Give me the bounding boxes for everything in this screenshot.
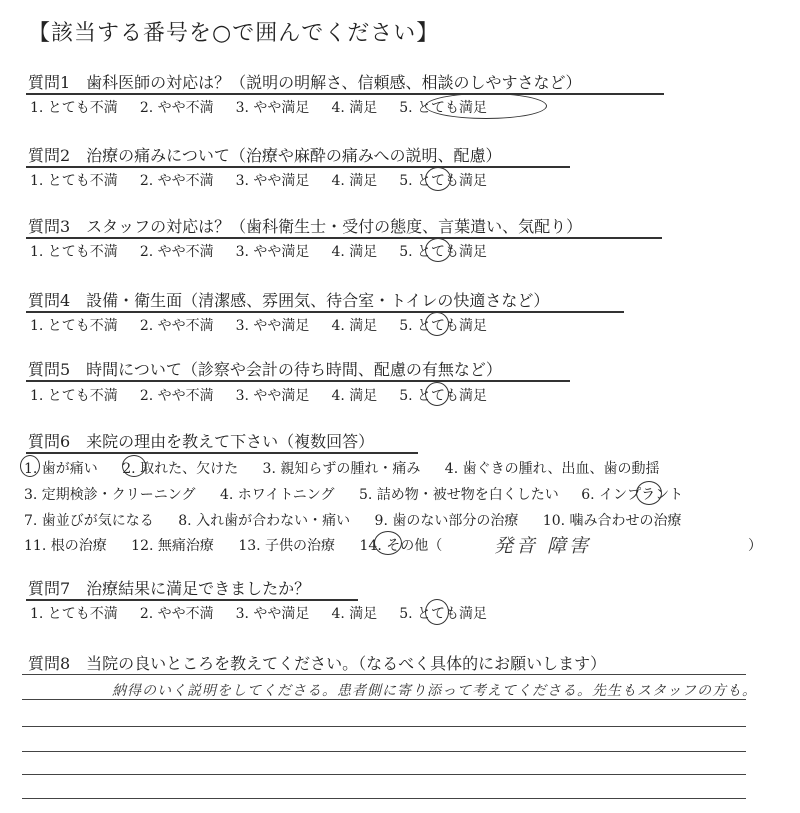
question-5-heading: 質問5 時間について（診察や会計の待ち時間、配慮の有無など） (28, 360, 502, 379)
option-1[interactable]: 1. とても不満 (30, 318, 118, 334)
other-reason-text[interactable]: 発音 障害 (494, 535, 592, 557)
option-5[interactable]: 5. とても満足 (399, 318, 488, 334)
selection-circle (425, 167, 451, 191)
question-2-heading: 質問2 治療の痛みについて（治療や麻酔の痛みへの説明、配慮） (28, 146, 502, 165)
reason-white-fillings[interactable]: 5. 詰め物・被せ物を白くしたい (359, 487, 559, 503)
reason-13[interactable]: 13. 子供の治療 (238, 538, 336, 554)
selection-circle (122, 455, 146, 477)
option-3[interactable]: 3. やや満足 (235, 318, 310, 334)
question-3-heading: 質問3 スタッフの対応は？（歯科衛生士・受付の態度、言葉遣い、気配り） (28, 217, 583, 236)
option-1[interactable]: 1. とても不満 (30, 173, 118, 189)
underline (26, 452, 418, 454)
reason-2[interactable]: 2. 取れた、欠けた (122, 461, 239, 477)
reason-10[interactable]: 10. 噛み合わせの治療 (542, 513, 682, 529)
reason-12[interactable]: 12. 無痛治療 (131, 538, 214, 554)
option-4[interactable]: 4. 満足 (331, 244, 378, 260)
option-3[interactable]: 3. やや満足 (235, 100, 310, 116)
reason-row-3 (24, 510, 682, 530)
answer-text[interactable]: 納得のいく説明をしてくださる。患者側に寄り添って考えてくださる。先生もスタッフの方も。 (112, 683, 757, 699)
option-5[interactable]: 5. とても満足 (399, 606, 488, 622)
option-3[interactable]: 3. やや満足 (235, 173, 310, 189)
reason-7[interactable]: 7. 歯並びが気になる (24, 513, 154, 529)
question-4-heading: 質問4 設備・衛生面（清潔感、雰囲気、待合室・トイレの快適さなど） (28, 291, 550, 310)
reason-checkup[interactable]: 3. 定期検診・クリーニング (24, 487, 196, 503)
reason-whitening[interactable]: 4. ホワイトニング (219, 487, 335, 503)
answer-line (22, 674, 746, 675)
question-7-heading: 質問7 治療結果に満足できましたか？ (28, 579, 311, 598)
option-2[interactable]: 2. やや不満 (139, 173, 214, 189)
selection-circle (20, 455, 40, 477)
option-1[interactable]: 1. とても不満 (30, 244, 118, 260)
option-2[interactable]: 2. やや不満 (139, 388, 214, 404)
underline (26, 237, 662, 239)
option-1[interactable]: 1. とても不満 (30, 388, 118, 404)
reason-9[interactable]: 9. 歯のない部分の治療 (374, 513, 519, 529)
option-5[interactable]: 5. とても満足 (399, 244, 488, 260)
option-2[interactable]: 2. やや不満 (139, 606, 214, 622)
underline (26, 166, 570, 168)
option-1[interactable]: 1. とても不満 (30, 100, 118, 116)
option-3[interactable]: 3. やや満足 (235, 606, 310, 622)
underline (26, 311, 624, 313)
reason-4[interactable]: 4. 歯ぐきの腫れ、出血、歯の動揺 (444, 461, 660, 477)
option-4[interactable]: 4. 満足 (331, 100, 378, 116)
reason-1[interactable]: 1. 歯が痛い (24, 461, 98, 477)
answer-line (22, 699, 746, 700)
selection-circle (425, 93, 547, 119)
option-5[interactable]: 5. とても満足 (399, 173, 488, 189)
option-2[interactable]: 2. やや不満 (139, 244, 214, 260)
close-paren: ） (748, 538, 762, 554)
option-3[interactable]: 3. やや満足 (235, 388, 310, 404)
selection-circle (425, 599, 449, 625)
selection-circle (636, 481, 662, 505)
selection-circle (425, 238, 451, 262)
reason-8[interactable]: 8. 入れ歯が合わない・痛い (178, 513, 351, 529)
question-6-heading: 質問6 来院の理由を教えて下さい（複数回答） (28, 432, 375, 451)
option-4[interactable]: 4. 満足 (331, 173, 378, 189)
underline (26, 93, 664, 95)
answer-line (22, 726, 746, 727)
answer-line (22, 751, 746, 752)
option-1[interactable]: 1. とても不満 (30, 606, 118, 622)
form-title: 【該当する番号を○で囲んでください】 (28, 21, 440, 46)
option-5[interactable]: 5. とても満足 (399, 100, 488, 116)
selection-circle (425, 382, 449, 406)
option-5[interactable]: 5. とても満足 (399, 388, 488, 404)
reason-14[interactable]: 14. その他（ (359, 538, 443, 554)
underline (26, 380, 570, 382)
option-3[interactable]: 3. やや満足 (235, 244, 310, 260)
option-4[interactable]: 4. 満足 (331, 388, 378, 404)
option-2[interactable]: 2. やや不満 (139, 318, 214, 334)
reason-row-1 (24, 458, 659, 478)
selection-circle (425, 312, 449, 336)
question-1-heading: 質問1 歯科医師の対応は？（説明の明解さ、信頼感、相談のしやすさなど） (28, 73, 582, 92)
answer-line (22, 798, 746, 799)
question-8-heading: 質問8 当院の良いところを教えてください。（なるべく具体的にお願いします） (28, 654, 607, 673)
underline (26, 599, 358, 601)
reason-3[interactable]: 3. 親知らずの腫れ・痛み (262, 461, 421, 477)
selection-circle (374, 531, 402, 555)
option-4[interactable]: 4. 満足 (331, 606, 378, 622)
reason-11[interactable]: 11. 根の治療 (24, 538, 107, 554)
answer-line (22, 774, 746, 775)
option-2[interactable]: 2. やや不満 (139, 100, 214, 116)
reason-row-2 (24, 484, 683, 504)
option-4[interactable]: 4. 満足 (331, 318, 378, 334)
reason-implant[interactable]: 6. インプラント (581, 487, 684, 503)
